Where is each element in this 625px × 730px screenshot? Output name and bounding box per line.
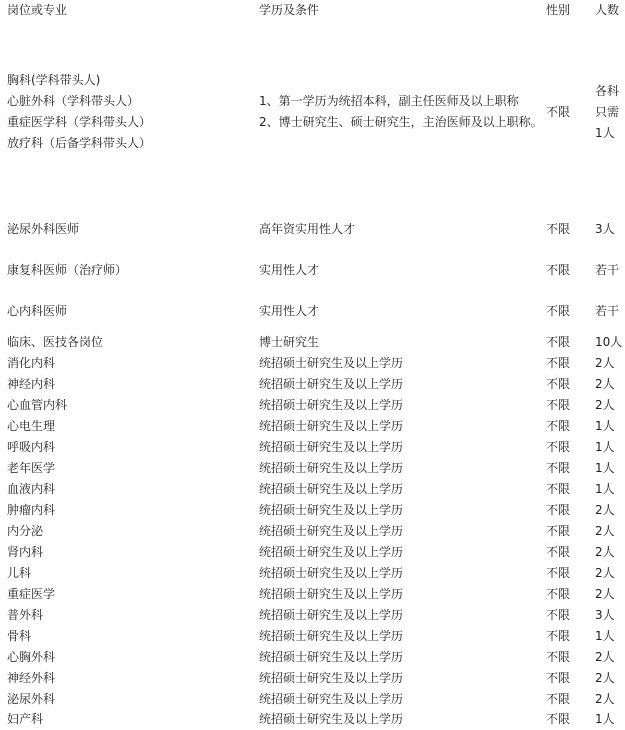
row-position: 神经内科 — [7, 377, 56, 391]
row-count: 1人 — [595, 712, 615, 726]
table-row — [0, 689, 625, 710]
row-gender: 不限 — [546, 712, 571, 726]
leader-count-line: 只需 — [595, 105, 620, 119]
row-gender: 不限 — [546, 692, 571, 706]
row-conditions: 统招硕士研究生及以上学历 — [259, 587, 404, 601]
table-row — [0, 395, 625, 416]
row-position: 神经外科 — [7, 671, 56, 685]
row-count: 3人 — [595, 608, 615, 622]
row-gender: 不限 — [546, 356, 571, 370]
table-row — [0, 626, 625, 647]
row-position: 肾内科 — [7, 545, 44, 559]
table-row — [0, 605, 625, 626]
row-gender: 不限 — [546, 440, 571, 454]
leader-position: 胸科(学科带头人) — [7, 73, 101, 87]
row-count: 若干 — [595, 263, 620, 277]
row-count: 1人 — [595, 440, 615, 454]
table-row — [0, 332, 625, 353]
row-count: 2人 — [595, 356, 615, 370]
table-row — [0, 521, 625, 542]
row-position: 肿瘤内科 — [7, 503, 56, 517]
row-position: 内分泌 — [7, 524, 44, 538]
row-count: 2人 — [595, 545, 615, 559]
row-position: 康复科医师（治疗师） — [7, 263, 128, 277]
row-position: 消化内科 — [7, 356, 56, 370]
row-conditions: 统招硕士研究生及以上学历 — [259, 482, 404, 496]
row-count: 2人 — [595, 692, 615, 706]
table-row — [0, 709, 625, 730]
leader-gender: 不限 — [546, 105, 571, 119]
row-gender: 不限 — [546, 419, 571, 433]
row-position: 临床、医技各岗位 — [7, 335, 104, 349]
row-position: 心内科医师 — [7, 304, 68, 318]
row-count: 1人 — [595, 419, 615, 433]
row-position: 普外科 — [7, 608, 44, 622]
table-row — [0, 563, 625, 584]
row-conditions: 统招硕士研究生及以上学历 — [259, 524, 404, 538]
row-position: 心血管内科 — [7, 398, 68, 412]
row-count: 2人 — [595, 377, 615, 391]
table-row — [0, 584, 625, 605]
row-position: 妇产科 — [7, 712, 44, 726]
row-gender: 不限 — [546, 222, 571, 236]
table-row — [0, 260, 625, 281]
leader-conditions — [259, 91, 543, 133]
row-count: 若干 — [595, 304, 620, 318]
row-position: 心胸外科 — [7, 650, 56, 664]
row-count: 2人 — [595, 587, 615, 601]
row-position: 血液内科 — [7, 482, 56, 496]
row-gender: 不限 — [546, 335, 571, 349]
table-row — [0, 647, 625, 668]
header-gender: 性别 — [546, 3, 571, 17]
row-conditions: 统招硕士研究生及以上学历 — [259, 629, 404, 643]
row-position: 心电生理 — [7, 419, 56, 433]
row-position: 泌尿外科医师 — [7, 222, 80, 236]
row-gender: 不限 — [546, 263, 571, 277]
row-gender: 不限 — [546, 377, 571, 391]
row-count: 1人 — [595, 629, 615, 643]
row-gender: 不限 — [546, 629, 571, 643]
row-conditions: 实用性人才 — [259, 263, 320, 277]
table-row — [0, 479, 625, 500]
table-header — [0, 0, 625, 21]
header-count: 人数 — [595, 3, 620, 17]
row-count: 3人 — [595, 222, 615, 236]
header-conditions: 学历及条件 — [259, 3, 320, 17]
row-gender: 不限 — [546, 503, 571, 517]
row-conditions: 统招硕士研究生及以上学历 — [259, 650, 404, 664]
table-row — [0, 458, 625, 479]
row-count: 10人 — [595, 335, 623, 349]
row-conditions: 统招硕士研究生及以上学历 — [259, 398, 404, 412]
header-position: 岗位或专业 — [7, 3, 68, 17]
row-count: 2人 — [595, 398, 615, 412]
row-count: 2人 — [595, 524, 615, 538]
table-row — [0, 301, 625, 322]
table-row — [0, 353, 625, 374]
row-conditions: 统招硕士研究生及以上学历 — [259, 671, 404, 685]
leader-position: 重症医学科（学科带头人） — [7, 115, 152, 129]
row-position: 骨科 — [7, 629, 32, 643]
row-conditions: 博士研究生 — [259, 335, 320, 349]
row-gender: 不限 — [546, 608, 571, 622]
row-conditions: 统招硕士研究生及以上学历 — [259, 608, 404, 622]
row-position: 重症医学 — [7, 587, 56, 601]
row-gender: 不限 — [546, 545, 571, 559]
table-row — [0, 542, 625, 563]
row-conditions: 统招硕士研究生及以上学历 — [259, 377, 404, 391]
row-position: 老年医学 — [7, 461, 56, 475]
row-gender: 不限 — [546, 461, 571, 475]
row-position: 儿科 — [7, 566, 32, 580]
row-conditions: 高年资实用性人才 — [259, 222, 356, 236]
row-gender: 不限 — [546, 524, 571, 538]
row-conditions: 统招硕士研究生及以上学历 — [259, 356, 404, 370]
row-conditions: 统招硕士研究生及以上学历 — [259, 712, 404, 726]
row-conditions: 统招硕士研究生及以上学历 — [259, 440, 404, 454]
row-gender: 不限 — [546, 671, 571, 685]
row-count: 1人 — [595, 461, 615, 475]
table-row — [0, 668, 625, 689]
row-count: 2人 — [595, 566, 615, 580]
row-conditions: 实用性人才 — [259, 304, 320, 318]
row-count: 2人 — [595, 671, 615, 685]
row-conditions: 统招硕士研究生及以上学历 — [259, 503, 404, 517]
leader-condition: 2、博士研究生、硕士研究生，主治医师及以上职称。 — [259, 115, 543, 129]
row-conditions: 统招硕士研究生及以上学历 — [259, 419, 404, 433]
row-count: 2人 — [595, 650, 615, 664]
row-gender: 不限 — [546, 566, 571, 580]
row-position: 泌尿外科 — [7, 692, 56, 706]
row-gender: 不限 — [546, 587, 571, 601]
table-row — [0, 416, 625, 437]
row-gender: 不限 — [546, 398, 571, 412]
leader-positions — [7, 70, 151, 154]
row-gender: 不限 — [546, 482, 571, 496]
row-count: 2人 — [595, 503, 615, 517]
leader-count-line: 1人 — [595, 126, 615, 140]
row-conditions: 统招硕士研究生及以上学历 — [259, 566, 404, 580]
row-gender: 不限 — [546, 304, 571, 318]
row-count: 1人 — [595, 482, 615, 496]
leader-count — [595, 81, 619, 144]
table-row — [0, 374, 625, 395]
leader-position: 放疗科（后备学科带头人） — [7, 136, 152, 150]
row-conditions: 统招硕士研究生及以上学历 — [259, 461, 404, 475]
row-position: 呼吸内科 — [7, 440, 56, 454]
table-row — [0, 500, 625, 521]
row-conditions: 统招硕士研究生及以上学历 — [259, 545, 404, 559]
table-row — [0, 219, 625, 240]
leader-position: 心脏外科（学科带头人） — [7, 94, 140, 108]
leader-count-line: 各科 — [595, 84, 620, 98]
table-row — [0, 437, 625, 458]
row-conditions: 统招硕士研究生及以上学历 — [259, 692, 404, 706]
row-gender: 不限 — [546, 650, 571, 664]
leader-condition: 1、第一学历为统招本科，副主任医师及以上职称 — [259, 94, 519, 108]
